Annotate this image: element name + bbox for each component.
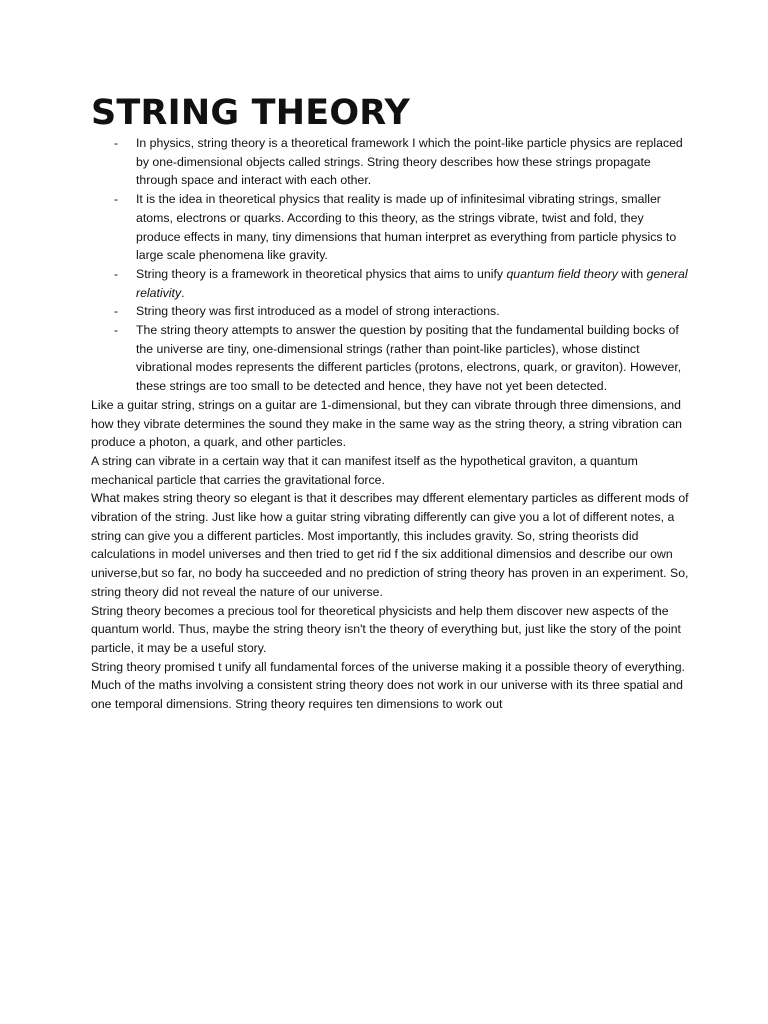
bullet-item [91, 190, 691, 265]
bullet-text-pre: String theory is a framework in theoretical physics that aims to unify [136, 266, 507, 281]
bullet-text-mid: with [617, 266, 647, 281]
bullet-list [91, 134, 691, 396]
paragraph-graviton: A string can vibrate in a certain way that it can manifest itself as the hypothetical graviton, a quantum mechanical particle that carries the gravitational force. [91, 453, 638, 487]
bullet-marker: - [114, 304, 119, 319]
paragraph-precious-tool: String theory becomes a precious tool for theoretical physicists and help them discover new aspects of the quantum world. Thus, maybe the string theory isn't the theory of everything but, just like the story of the point particle, it may be a useful story. [91, 603, 681, 655]
paragraph-unify-forces: String theory promised t unify all fundamental forces of the universe making it a possible theory of everything. [91, 659, 685, 674]
paragraph-guitar-string: Like a guitar string, strings on a guitar are 1-dimensional, but they can vibrate through three dimensions, and how they vibrate determines the sound they make in the same way as the string theory, a string vibration can produce a photon, a quark, and other particles. [91, 397, 683, 450]
paragraph-elegance: What makes string theory so elegant is that it describes may dfferent elementary particles as different mods of vibration of the string. Just like how a guitar string vibrating differently can give you a lot of different notes, a string can give you a different particles. Most importantly, this includes gravity. So, string theorists did calculations in model universes and then tried to get rid f the six additional dimensios and describe our own universe,but so far, no body ha succeeded and no prediction of string theory has proven in an experiment. So, string theory did not reveal the nature of our universe. [91, 491, 689, 599]
bullet-item [91, 134, 691, 190]
bullet-marker: - [114, 323, 119, 338]
paragraph-dimensions: Much of the maths involving a consistent string theory does not work in our universe with its three spatial and one temporal dimensions. String theory requires ten dimensions to work out [91, 678, 683, 712]
bullet-text: String theory was first introduced as a model of strong interactions. [136, 304, 500, 319]
bullet-text: It is the idea in theoretical physics that reality is made up of infinitesimal vibrating strings, smaller atoms, electrons or quarks. According to this theory, as the strings vibrate, twist and fold, they produce effects in many, tiny dimensions that human interpret as everything from particle physics to large scale phenomena like gravity. [136, 192, 677, 263]
bullet-item [91, 265, 691, 302]
bullet-marker: - [114, 192, 119, 207]
bullet-emphasis-qft: quantum field theory [506, 266, 618, 281]
bullet-text-post: . [181, 285, 185, 300]
document-page [91, 92, 691, 714]
bullet-marker: - [114, 136, 119, 150]
document-title: STRING THEORY [91, 93, 411, 133]
bullet-emphasis-gr: general relativity [136, 266, 688, 300]
bullet-text: In physics, string theory is a theoretical framework I which the point-like particle physics are replaced by one-dimensional objects called strings. String theory describes how these strings propagate through space and interact with each other. [136, 136, 683, 188]
bullet-marker: - [114, 266, 119, 281]
bullet-text: The string theory attempts to answer the question by positing that the fundamental building bocks of the universe are tiny, one-dimensional strings (rather than point-like particles), whose distinct vibrational modes represents the different particles (protons, electrons, quark, or graviton). However, these strings are too small to be detected and hence, they have not yet been detected. [136, 323, 682, 394]
bullet-item [91, 321, 691, 396]
bullet-item [91, 302, 691, 321]
